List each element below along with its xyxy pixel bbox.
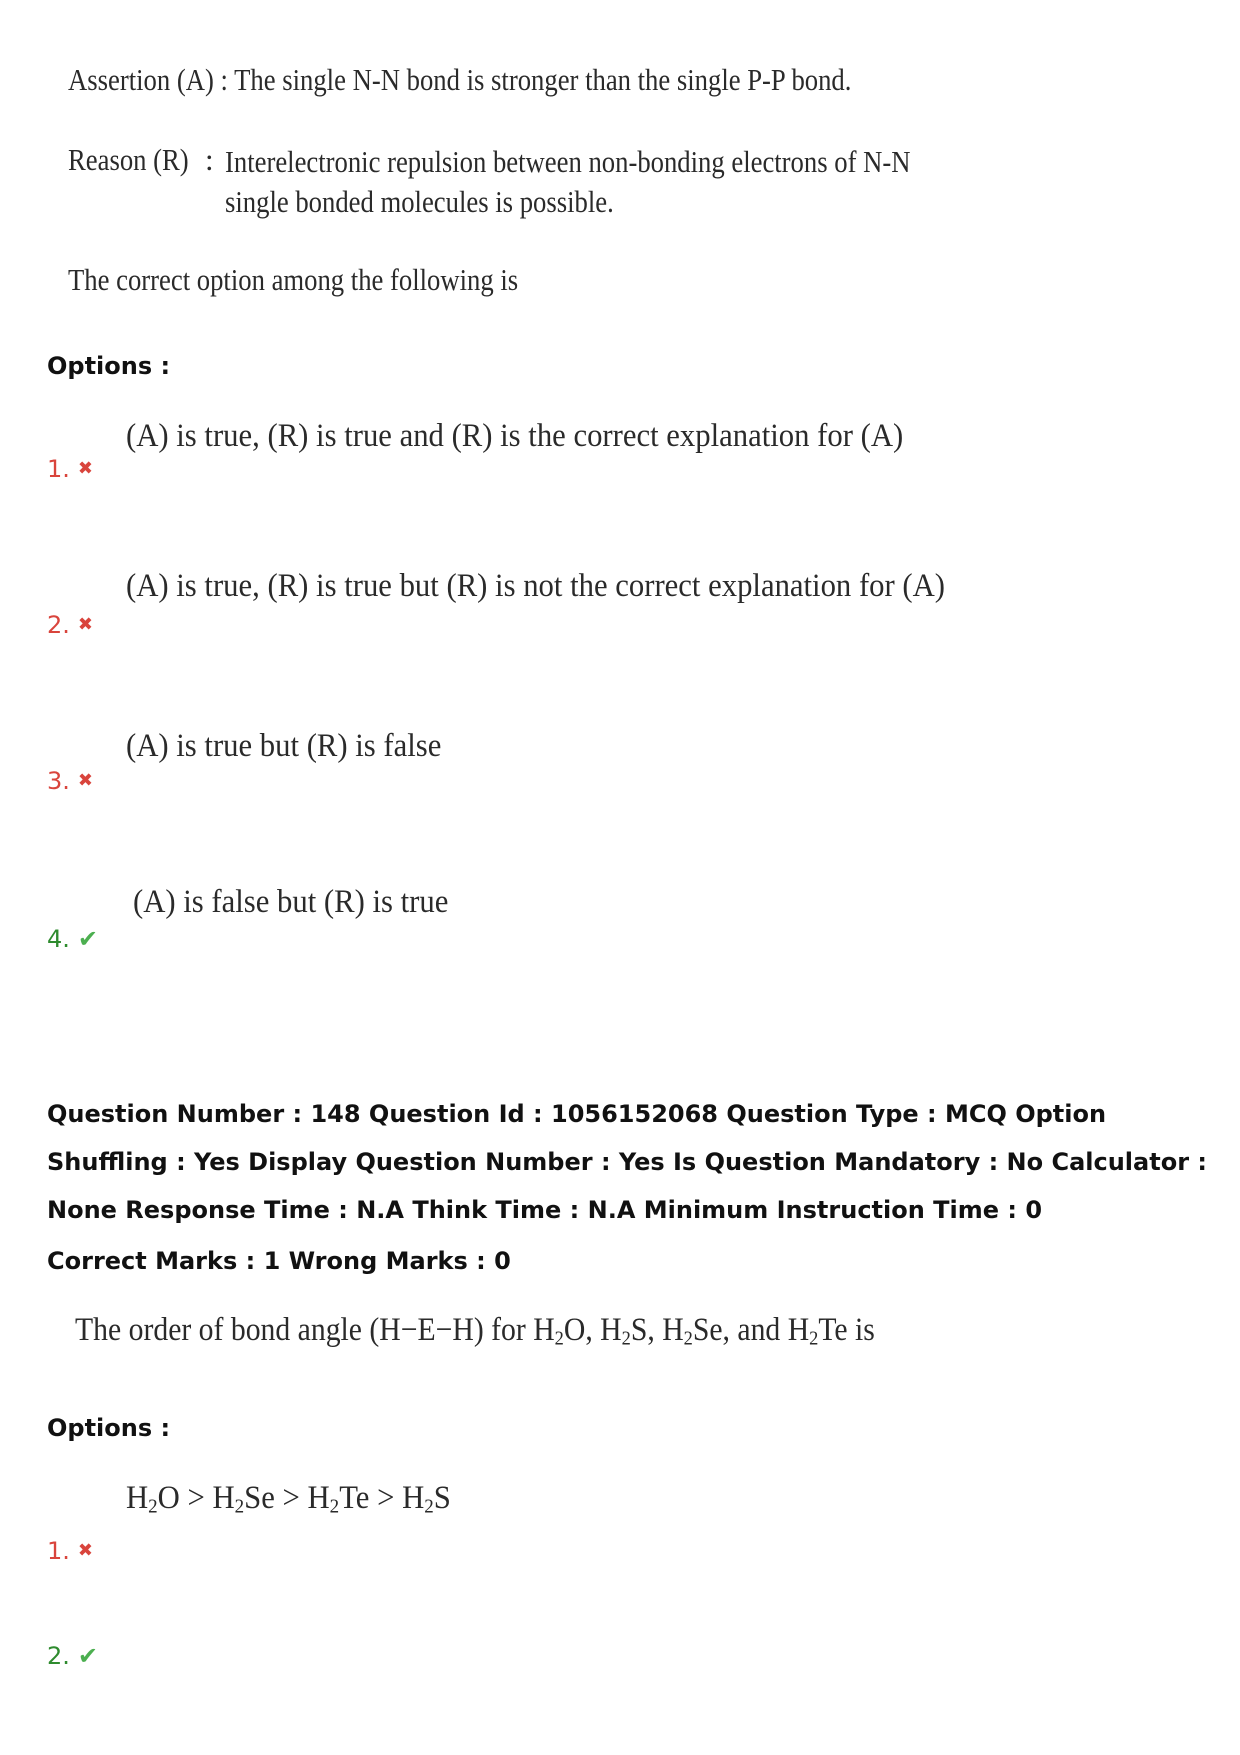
question-prompt: The order of bond angle (H−E−H) for $H_2O$, $H_2S$, $H_2Se$, and $H_2Te$ is <box>75 1312 875 1350</box>
cross-icon: ✖ <box>77 458 93 479</box>
reason-colon: : <box>205 142 214 177</box>
option-number: 2. <box>47 1642 70 1670</box>
option-text: (A) is false but (R) is true <box>133 884 449 920</box>
option-number: 3. <box>47 767 70 795</box>
option-marker <box>47 455 93 483</box>
option-number: 1. <box>47 1537 70 1565</box>
option-text: (A) is true, (R) is true but (R) is not the correct explanation for (A) <box>126 568 946 604</box>
cross-icon: ✖ <box>77 1540 93 1561</box>
option-number: 2. <box>47 611 70 639</box>
options-label: Options : <box>47 352 171 380</box>
option-text: (A) is true, (R) is true and (R) is the correct explanation for (A) <box>126 418 904 454</box>
question-meta: Question Number : 148 Question Id : 1056152068 Question Type : MCQ Option Shuffling : Yes Display Question Number : Yes Is Question Mandatory : No Calculator : None Response Time : N.A Think Time : N.A Minimum Instruction Time : 0 <box>47 1100 1207 1224</box>
option-number: 4. <box>47 925 70 953</box>
check-icon: ✔ <box>77 1642 99 1670</box>
cross-icon: ✖ <box>77 614 93 635</box>
cross-icon: ✖ <box>77 770 93 791</box>
option-number: 1. <box>47 455 70 483</box>
option-text: $H_2O > H_2Se > H_2Te > H_2S$ <box>126 1480 451 1518</box>
question-prompt: The correct option among the following is <box>68 262 519 297</box>
option-marker <box>47 1537 93 1565</box>
question-marks: Correct Marks : 1 Wrong Marks : 0 <box>47 1247 511 1275</box>
option-marker <box>47 925 98 953</box>
option-text: (A) is true but (R) is false <box>126 728 442 764</box>
assertion-text: Assertion (A) : The single N-N bond is stronger than the single P-P bond. <box>68 62 852 97</box>
options-label: Options : <box>47 1414 171 1442</box>
option-marker <box>47 767 93 795</box>
reason-text: Interelectronic repulsion between non-bonding electrons of N-N single bonded molecules is possible. <box>225 144 911 219</box>
option-marker <box>47 611 93 639</box>
check-icon: ✔ <box>77 925 99 953</box>
option-marker <box>47 1642 98 1670</box>
reason-label: Reason (R) <box>68 142 189 177</box>
